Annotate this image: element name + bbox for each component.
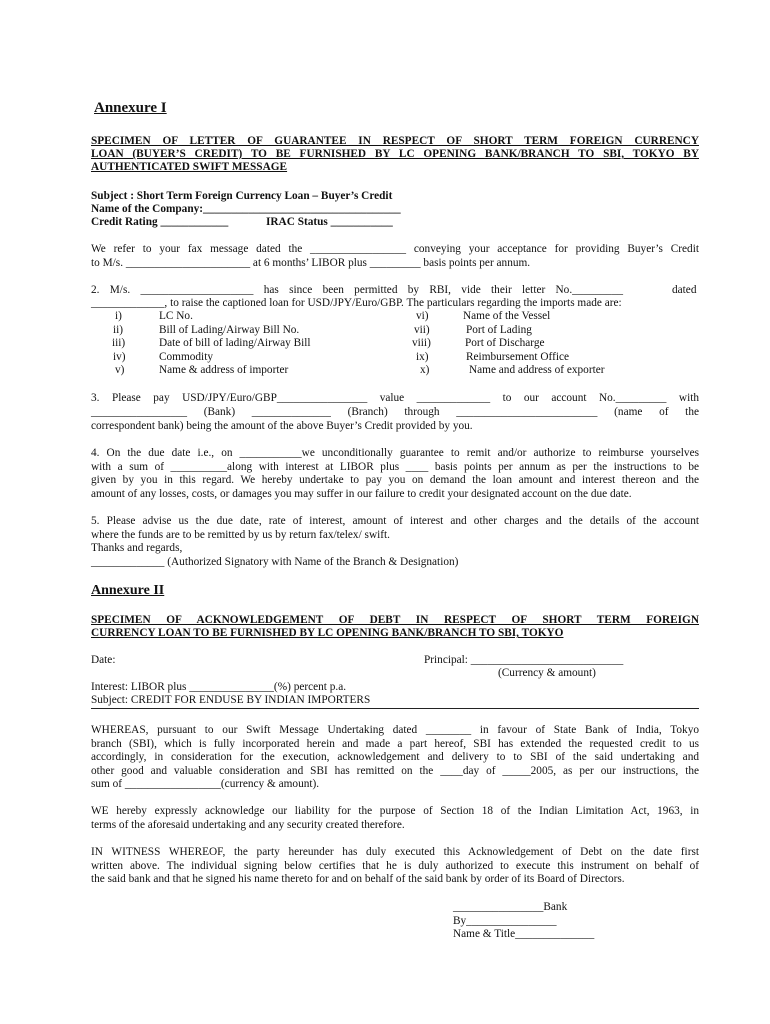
paragraph-line: 2. M/s. ____________________ has since been permitted by RBI, vide their letter No._________: [91, 284, 623, 296]
paragraph-line: the said bank and that he signed his name thereto for and on behalf of the said bank by order of its Board of Directors.: [91, 873, 625, 885]
paragraph-line: given by you in this regard. We hereby undertake to pay you on demand the loan amount and interest thereon and the: [91, 474, 699, 486]
principal-line: Principal: ___________________________: [424, 654, 624, 666]
paragraph-line: other good and valuable consideration and SBI has remitted on the ____day of _____2005, as per our instructions, the: [91, 765, 699, 777]
paragraph-line: terms of the aforesaid undertaking and any security created therefore.: [91, 819, 405, 831]
list-item-number: ii): [113, 324, 124, 336]
interest-line: Interest: LIBOR plus _______________(%) percent p.a.: [91, 681, 347, 693]
paragraph-line: to M/s. ______________________ at 6 months’ LIBOR plus _________ basis points per annum.: [91, 257, 531, 269]
annexure-2-title: Annexure II: [91, 583, 165, 598]
list-item-number: x): [420, 364, 430, 376]
company-name-line: Name of the Company:___________________________________: [91, 203, 401, 215]
date-label: Date:: [91, 654, 116, 666]
list-item-number: ix): [416, 351, 429, 363]
paragraph-line: _____________, to raise the captioned loan for USD/JPY/Euro/GBP. The particulars regarding the imports made are:: [91, 297, 622, 309]
paragraph-line: IN WITNESS WHEREOF, the party hereunder has duly executed this Acknowledgement of Debt on the date first: [91, 846, 699, 858]
annexure-2-heading-line: SPECIMEN OF ACKNOWLEDGEMENT OF DEBT IN RESPECT OF SHORT TERM FOREIGN: [91, 614, 699, 626]
list-item: Name and address of exporter: [469, 364, 605, 376]
list-item-number: viii): [412, 337, 431, 349]
list-item: Commodity: [159, 351, 213, 363]
list-item-number: i): [115, 310, 122, 322]
list-item: LC No.: [159, 310, 193, 322]
list-item: Name & address of importer: [159, 364, 289, 376]
paragraph-line: _________________ (Bank) ______________ (Branch) through _________________________ (name of the: [91, 406, 699, 418]
subject-line: Subject: CREDIT FOR ENDUSE BY INDIAN IMPORTERS: [91, 694, 371, 706]
list-item-number: iii): [112, 337, 126, 349]
paragraph-line: 3. Please pay USD/JPY/Euro/GBP________________ value _____________ to our account No._________ with: [91, 392, 699, 404]
credit-rating-line: Credit Rating ____________: [91, 216, 229, 228]
list-item: Port of Lading: [466, 324, 532, 336]
paragraph-line: where the funds are to be remitted by us by return fax/telex/ swift.: [91, 529, 390, 541]
annexure-2-heading-line: CURRENCY LOAN TO BE FURNISHED BY LC OPENING BANK/BRANCH TO SBI, TOKYO: [91, 627, 564, 639]
annexure-1-heading-line: AUTHENTICATED SWIFT MESSAGE: [91, 161, 288, 173]
list-item-number: iv): [113, 351, 126, 363]
list-item: Bill of Lading/Airway Bill No.: [159, 324, 300, 336]
annexure-1-heading-line: SPECIMEN OF LETTER OF GUARANTEE IN RESPECT OF SHORT TERM FOREIGN CURRENCY: [91, 135, 699, 147]
paragraph-line: written above. The individual signing below certifies that he is duly authorized to execute this instrument on behalf of: [91, 860, 699, 872]
paragraph-line: WHEREAS, pursuant to our Swift Message Undertaking dated ________ in favour of State Bank of India, Tokyo: [91, 724, 699, 736]
annexure-1-heading-line: LOAN (BUYER’S CREDIT) TO BE FURNISHED BY LC OPENING BANK/BRANCH TO SBI, TOKYO BY: [91, 148, 699, 160]
list-item: Name of the Vessel: [463, 310, 551, 322]
divider: [91, 708, 699, 709]
list-item: Reimbursement Office: [466, 351, 570, 363]
list-item-number: v): [115, 364, 125, 376]
paragraph-line: branch (SBI), which is fully incorporated herein and made a part hereof, SBI has extended the requested credit to us: [91, 738, 699, 750]
subject-line: Subject : Short Term Foreign Currency Loan – Buyer’s Credit: [91, 190, 393, 202]
signature-name-title-line: Name & Title______________: [453, 928, 595, 940]
currency-amount-caption: (Currency & amount): [498, 667, 596, 679]
paragraph-line: amount of any losses, costs, or damages you may suffer in our failure to credit your designated account on the due date.: [91, 488, 632, 500]
list-item-number: vi): [416, 310, 429, 322]
paragraph-line: We refer to your fax message dated the _________________ conveying your acceptance for providing Buyer’s Credit: [91, 243, 699, 255]
annexure-1-title: Annexure I: [94, 100, 167, 116]
paragraph-line: correspondent bank) being the amount of the above Buyer’s Credit provided by you.: [91, 420, 473, 432]
list-item: Port of Discharge: [465, 337, 545, 349]
list-item-number: vii): [414, 324, 430, 336]
closing-line: Thanks and regards,: [91, 542, 183, 554]
signature-by-line: By________________: [453, 915, 557, 927]
paragraph-line: with a sum of __________along with interest at LIBOR plus ____ basis points per annum as per the instructions to be: [91, 461, 699, 473]
paragraph-line: dated: [672, 284, 697, 296]
signatory-line: _____________ (Authorized Signatory with Name of the Branch & Designation): [91, 556, 459, 568]
paragraph-line: 5. Please advise us the due date, rate of interest, amount of interest and other charges and the details of the account: [91, 515, 699, 527]
paragraph-line: WE hereby expressly acknowledge our liability for the purpose of Section 18 of the Indian Limitation Act, 1963, in: [91, 805, 699, 817]
irac-status-line: IRAC Status ___________: [266, 216, 393, 228]
paragraph-line: accordingly, in consideration for the execution, acknowledgement and delivery to to SBI of the said undertaking and: [91, 751, 699, 763]
paragraph-line: 4. On the due date i.e., on ___________we unconditionally guarantee to remit and/or authorize to reimburse yourselves: [91, 447, 699, 459]
list-item: Date of bill of lading/Airway Bill: [159, 337, 311, 349]
signature-bank-line: ________________Bank: [453, 901, 568, 913]
paragraph-line: sum of _________________(currency & amount).: [91, 778, 320, 790]
